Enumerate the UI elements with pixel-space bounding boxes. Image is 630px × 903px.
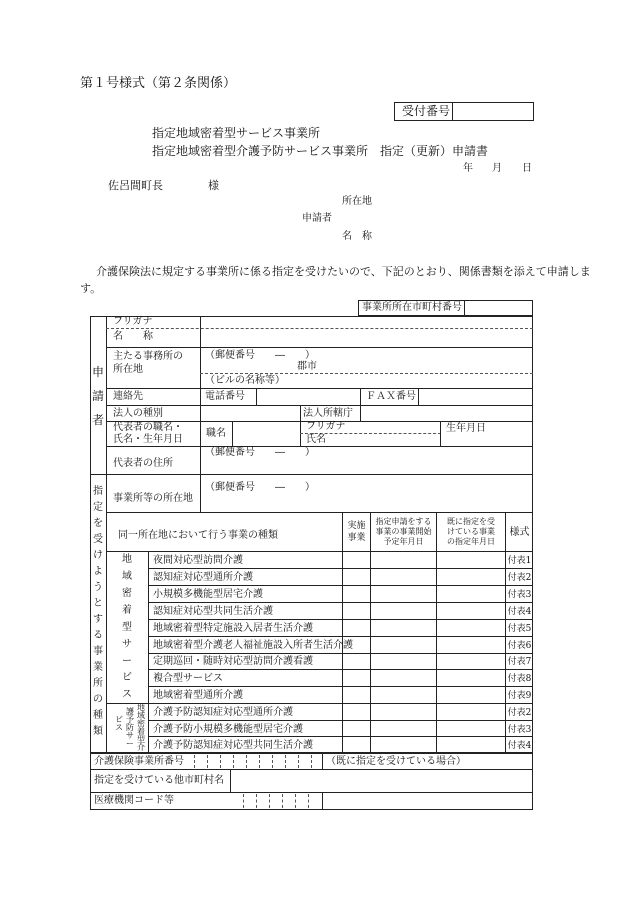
office-vertical-2: 定 bbox=[93, 502, 103, 513]
office-vertical-5: け bbox=[93, 550, 103, 561]
receipt-number-label: 受付番号 bbox=[402, 104, 451, 118]
municipality-number-label: 事業所所在市町村番号 bbox=[362, 302, 462, 313]
addressee-honorific: 様 bbox=[208, 179, 219, 192]
impl-cell-7[interactable] bbox=[343, 654, 370, 669]
form-ref-3: 付表3 bbox=[507, 590, 532, 600]
other-municipality-label: 指定を受けている他市町村名 bbox=[94, 775, 224, 786]
impl-cell-10[interactable] bbox=[343, 704, 370, 720]
furigana-label: フリガナ bbox=[113, 316, 153, 327]
insurance-number-field[interactable] bbox=[195, 754, 321, 769]
form-ref-11: 付表3 bbox=[507, 725, 532, 735]
office-vertical-13: 所 bbox=[93, 678, 103, 689]
office-vertical-4: 受 bbox=[93, 534, 103, 545]
group1-vertical-9: ス bbox=[122, 689, 132, 700]
building-name-label: （ビルの名称等） bbox=[205, 375, 285, 386]
office-vertical-1: 指 bbox=[93, 486, 103, 497]
office-vertical-14: の bbox=[93, 694, 103, 705]
fax-field[interactable] bbox=[420, 389, 530, 404]
group2-vertical-col1: 地 域 密 着 型 介 bbox=[137, 703, 145, 752]
postal-code-label: （郵便番号 ― ） bbox=[205, 350, 315, 361]
title-line2: 指定地域密着型介護予防サービス事業所 指定（更新）申請書 bbox=[152, 144, 489, 158]
office-vertical-8: と bbox=[93, 598, 103, 609]
col-existing-1: 既に指定を受 bbox=[447, 517, 495, 526]
medical-code-field[interactable] bbox=[232, 793, 320, 809]
form-ref-6: 付表6 bbox=[507, 641, 532, 651]
group1-vertical-3: 密 bbox=[122, 588, 132, 599]
applicant-label: 申請者 bbox=[302, 213, 332, 224]
job-title-label: 職名 bbox=[206, 428, 226, 439]
rep-name-label: 氏名 bbox=[306, 434, 326, 445]
gun-shi-label: 郡市 bbox=[297, 361, 317, 372]
applicant-vertical-2: 請 bbox=[91, 389, 104, 403]
service-row-9: 地域密着型通所介護 bbox=[153, 690, 243, 701]
service-row-3: 小規模多機能型居宅介護 bbox=[153, 589, 263, 600]
service-row-11: 介護予防小規模多機能型居宅介護 bbox=[153, 724, 303, 735]
rep-address-label: 代表者の住所 bbox=[113, 458, 173, 469]
rep-label-1: 代表者の職名・ bbox=[113, 422, 183, 433]
col-existing-2: けている事業 bbox=[447, 527, 495, 536]
form-ref-4: 付表4 bbox=[507, 607, 532, 617]
impl-cell-11[interactable] bbox=[343, 721, 370, 736]
group1-vertical-7: ー bbox=[122, 656, 132, 667]
group2-vertical-col2: 護 予 防 サ ー bbox=[126, 707, 134, 748]
office-vertical-7: う bbox=[93, 582, 103, 593]
rep-label-2: 氏名・生年月日 bbox=[113, 434, 183, 445]
addressee-name: 佐呂間町長 bbox=[108, 179, 163, 192]
form-ref-9: 付表9 bbox=[507, 691, 532, 701]
group1-vertical-5: 型 bbox=[122, 622, 132, 633]
col-form: 様式 bbox=[509, 527, 530, 538]
col-schedule-3: 予定年月日 bbox=[383, 537, 424, 546]
corp-authority-label: 法人所轄庁 bbox=[303, 408, 353, 419]
date-day: 日 bbox=[522, 163, 532, 174]
office-vertical-6: よ bbox=[93, 566, 103, 577]
service-row-12: 介護予防認知症対応型共同生活介護 bbox=[153, 740, 313, 751]
col-implemented-2: 事業 bbox=[347, 533, 366, 543]
applicant-address-label: 所在地 bbox=[342, 196, 372, 207]
form-ref-2: 付表2 bbox=[507, 573, 532, 583]
service-row-6: 地域密着型介護老人福祉施設入所者生活介護 bbox=[153, 640, 353, 651]
contact-label: 連絡先 bbox=[113, 391, 143, 402]
applicant-vertical-1: 申 bbox=[91, 365, 104, 379]
tel-label: 電話番号 bbox=[205, 391, 245, 402]
office-location-label: 事業所等の所在地 bbox=[113, 493, 193, 504]
service-row-7: 定期巡回・随時対応型訪問介護看護 bbox=[153, 656, 313, 667]
group1-vertical-6: サ bbox=[122, 639, 132, 650]
postal-code-label-3: （郵便番号 ― ） bbox=[205, 482, 315, 493]
insurance-number-note: （既に指定を受けている場合） bbox=[326, 756, 466, 767]
impl-cell-12[interactable] bbox=[343, 737, 370, 752]
corp-name-field[interactable] bbox=[201, 329, 531, 346]
form-ref-7: 付表7 bbox=[507, 657, 532, 667]
rep-furigana-label: フリガナ bbox=[306, 421, 346, 432]
col-service-type: 同一所在地において行う事業の種類 bbox=[118, 530, 278, 541]
col-schedule-2: 事業の事業開始 bbox=[375, 527, 432, 536]
impl-cell-3[interactable] bbox=[343, 586, 370, 602]
corp-name-label: 名 称 bbox=[113, 331, 153, 342]
service-row-5: 地域密着型特定施設入居者生活介護 bbox=[153, 623, 313, 634]
office-vertical-16: 類 bbox=[93, 726, 103, 737]
other-municipality-field[interactable] bbox=[232, 770, 532, 792]
group1-vertical-4: 着 bbox=[122, 605, 132, 616]
impl-cell-4[interactable] bbox=[343, 603, 370, 619]
impl-cell-9[interactable] bbox=[343, 687, 370, 703]
service-row-4: 認知症対応型共同生活介護 bbox=[153, 606, 273, 617]
form-number: 第１号様式（第２条関係） bbox=[80, 76, 237, 91]
form-ref-5: 付表5 bbox=[507, 624, 532, 634]
main-office-label-1: 主たる事務所の bbox=[113, 351, 183, 362]
service-row-10: 介護予防認知症対応型通所介護 bbox=[153, 707, 293, 718]
impl-cell-2[interactable] bbox=[343, 569, 370, 585]
group2-vertical-col3: ビ ス bbox=[115, 715, 123, 732]
form-ref-10: 付表2 bbox=[507, 708, 532, 718]
col-existing-3: の指定年月日 bbox=[447, 537, 495, 546]
date-year: 年 bbox=[463, 163, 473, 174]
group1-vertical-8: ビ bbox=[122, 672, 132, 683]
service-row-2: 認知症対応型通所介護 bbox=[153, 572, 253, 583]
insurance-number-label: 介護保険事業所番号 bbox=[94, 756, 184, 767]
intro-line1: 介護保険法に規定する事業所に係る指定を受けたいので、下記のとおり、関係書類を添えて申請しま bbox=[96, 265, 591, 278]
form-ref-8: 付表8 bbox=[507, 674, 532, 684]
office-vertical-10: る bbox=[93, 630, 103, 641]
medical-code-label: 医療機関コード等 bbox=[94, 795, 174, 806]
form-ref-1: 付表1 bbox=[507, 556, 532, 566]
title-line1: 指定地域密着型サービス事業所 bbox=[152, 126, 321, 140]
office-vertical-12: 業 bbox=[93, 662, 103, 673]
furigana-field[interactable] bbox=[201, 316, 531, 328]
impl-cell-8[interactable] bbox=[343, 670, 370, 686]
fax-label: ＦＡＸ番号 bbox=[366, 391, 416, 402]
intro-line2: す。 bbox=[80, 282, 102, 295]
applicant-vertical-3: 者 bbox=[91, 413, 104, 427]
group1-vertical-1: 地 bbox=[122, 554, 132, 565]
service-row-1: 夜間対応型訪問介護 bbox=[153, 555, 243, 566]
tel-field[interactable] bbox=[258, 389, 358, 404]
impl-cell-6[interactable] bbox=[343, 637, 370, 653]
corp-type-label: 法人の種別 bbox=[113, 408, 163, 419]
service-row-8: 複合型サービス bbox=[153, 673, 223, 684]
impl-cell-5[interactable] bbox=[343, 620, 370, 636]
postal-code-label-2: （郵便番号 ― ） bbox=[205, 447, 315, 458]
office-vertical-9: す bbox=[93, 614, 103, 625]
applicant-name-label: 名 称 bbox=[342, 231, 372, 242]
col-schedule-1: 指定申請をする bbox=[375, 517, 432, 526]
impl-cell-1[interactable] bbox=[343, 552, 370, 568]
birth-date-label: 生年月日 bbox=[446, 423, 486, 434]
office-vertical-15: 種 bbox=[93, 710, 103, 721]
col-implemented-1: 実施 bbox=[347, 521, 366, 531]
office-vertical-3: を bbox=[93, 518, 103, 529]
office-vertical-11: 事 bbox=[93, 646, 103, 657]
form-ref-12: 付表4 bbox=[507, 741, 532, 751]
date-month: 月 bbox=[492, 163, 502, 174]
main-office-label-2: 所在地 bbox=[113, 364, 143, 375]
group1-vertical-2: 域 bbox=[122, 571, 132, 582]
